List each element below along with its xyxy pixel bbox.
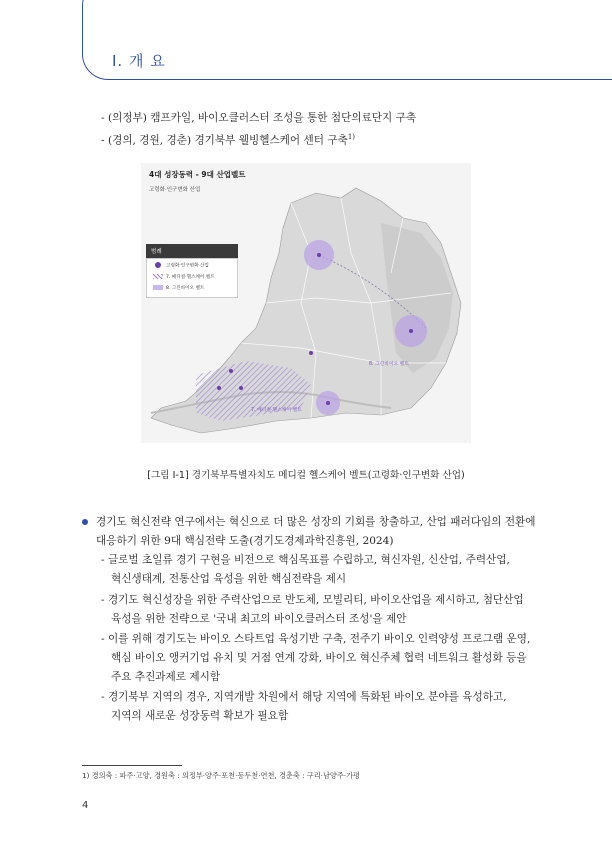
map-figure [141,163,471,443]
figure-caption: [그림 Ⅰ-1] 경기북부특별자치도 메디컬 헬스케어 벨트(고령화·인구변화 산업) [147,470,465,481]
sub-line-5: - 이를 위해 경기도는 바이오 스타트업 육성기반 구축, 전주기 바이오 인력양성 프로그램 운영, [101,633,531,645]
intro-item-2-text: - (경의, 경원, 경춘) 경기북부 웰빙헬스케어 센터 구축 [101,134,348,147]
legend-item-greenbio: 8. 그린바이오 벨트 [153,285,204,291]
footnote-ref: 1) [347,133,356,141]
intro-item-1: - (의정부) 캠프카일, 바이오클러스터 조성을 통한 첨단의료단지 구축 [101,112,417,124]
sub-line-6: 핵심 바이오 앵커기업 유치 및 거점 연계 강화, 바이오 혁신주체 협력 네트워크 활성화 등을 [111,652,527,664]
sub-line-3: - 경기도 혁신성장을 위한 주력산업으로 반도체, 모빌리티, 바이오산업을 제시하고, 첨단산업 [101,594,524,606]
map-title: 4대 성장동력 - 9대 산업벨트 [149,170,246,179]
section-title: I. 개 요 [112,52,166,70]
map-graphic [141,163,471,443]
legend-title: 범례 [146,244,238,258]
bullet-dot-icon [82,519,88,525]
map-subtitle: 고령화·인구변화 산업 [149,187,201,193]
sub-line-4: 육성을 위한 전략으로 '국내 최고의 바이오클러스터 조성'을 제안 [111,613,407,625]
intro-item-2 [101,130,355,148]
sub-line-1: - 글로벌 초일류 경기 구현을 비전으로 핵심목표를 수립하고, 혁신자원, 신산업, 주력산업, [101,554,510,566]
sub-line-2: 혁신생태계, 전통산업 육성을 위한 핵심전략을 제시 [111,573,347,585]
fill-swatch-icon [153,285,163,290]
legend-item-medical: 7. 메디컬·헬스케어 벨트 [153,274,215,280]
belt-label-medical: 7. 메디컬·헬스케어 벨트 [251,408,302,413]
legend-item-aging: 고령화·인구변화 산업 [153,262,209,269]
sub-line-8: - 경기북부 지역의 경우, 지역개발 차원에서 해당 지역에 특화된 바이오 분야를 육성하고, [101,691,507,703]
purple-dot-icon [155,262,161,268]
hatch-swatch-icon [153,274,163,279]
bullet-line-1: 경기도 혁신전략 연구에서는 혁신으로 더 많은 성장의 기회를 창출하고, 산업 패러다임의 전환에 [96,516,536,528]
legend [146,258,238,298]
sub-line-9: 지역의 새로운 성장동력 확보가 필요함 [111,710,289,722]
sub-line-7: 주요 추진과제로 제시함 [111,671,221,683]
footnote-divider [82,765,182,766]
page-number: 4 [82,800,89,811]
bullet-line-2: 대응하기 위한 9대 핵심전략 도출(경기도경제과학진흥원, 2024) [96,535,394,547]
belt-label-greenbio: 8. 그린바이오 벨트 [369,362,410,367]
footnote: 1) 경의축 : 파주·고양, 경원축 : 의정부·양주·포천·동두천·연천, 경춘축 : 구리·남양주·가평 [82,771,360,780]
